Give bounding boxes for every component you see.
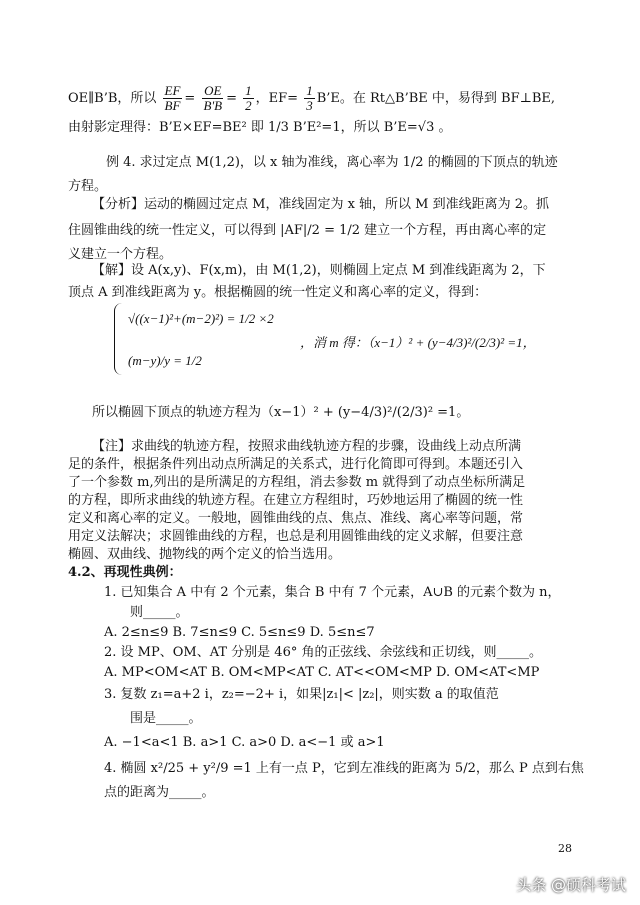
question-2-options: A. MP<OM<AT B. OM<MP<AT C. AT<<OM<MP D. OM<AT<MP — [104, 665, 540, 680]
question-3: 3. 复数 z₁=a+2 i，z₂=−2+ i，如果|z₁|< |z₂|，则实数 a 的取值范 — [104, 687, 499, 702]
equation-system-brace — [114, 303, 125, 375]
text-line-7: 义建立一个方程。 — [68, 247, 173, 262]
text-line-20: 椭圆、双曲线、抛物线的两个定义的恰当选用。 — [68, 547, 342, 562]
text-line-15: 足的条件，根据条件列出动点所满足的关系式，进行化简即可得到。本题还引入 — [68, 457, 524, 472]
text-line-2: 由射影定理得：B’E×EF=BE² 即 1/3 B’E²=1，所以 B’E=√3 。 — [68, 120, 452, 135]
text-line-19: 用定义法解决；求圆锥曲线的方程，也总是利用圆锥曲线的定义求解，但要注意 — [68, 529, 524, 544]
text-line-14: 【注】求曲线的轨迹方程，按照求曲线轨迹方程的步骤，设曲线上动点所满 — [92, 439, 522, 454]
section-heading: 4.2、再现性典例： — [68, 565, 182, 580]
page-number: 28 — [558, 842, 572, 855]
equation-line-2: ，消 m 得：（x−1）² + (y−4/3)²/(2/3)² =1， — [300, 335, 536, 350]
question-2: 2. 设 MP、OM、AT 分别是 46° 角的正弦线、余弦线和正切线，则_____。 — [104, 645, 542, 660]
question-4: 4. 椭圆 x²/25 + y²/9 =1 上有一点 P，它到左准线的距离为 5/2，那么 P 点到右焦 — [104, 761, 584, 776]
text-line-4: 方程。 — [68, 179, 108, 194]
text-line-17: 的方程，即所求曲线的轨迹方程。在建立方程组时，巧妙地运用了椭圆的统一性 — [68, 493, 524, 508]
question-3-options: A. −1<a<1 B. a>1 C. a>0 D. a<−1 或 a>1 — [104, 735, 385, 750]
text-line-1: OE∥B’B，所以 $\frac{EF}{BF}$ = $\frac{OE}{B'B}$ = $\frac{1}{2}$ ，EF= $\frac{1}{3}$ B’E。在 Rt△B’BE 中，易得到 BF⊥BE, — [68, 83, 555, 113]
text-line-3: 例 4. 求过定点 M(1,2)，以 x 轴为准线，离心率为 1/2 的椭圆的下顶点的轨迹 — [106, 155, 558, 170]
equation-line-1: √((x−1)²+(m−2)²) = 1/2 ×2 — [128, 311, 274, 326]
text-line-16: 了一个参数 m,列出的是所满足的方程组，消去参数 m 就得到了动点坐标所满足 — [68, 475, 526, 490]
question-3-blank: 围是_____。 — [130, 711, 202, 726]
text-line-5: 【分析】运动的椭圆过定点 M，准线固定为 x 轴，所以 M 到准线距离为 2。抓 — [92, 197, 550, 212]
text-line-18: 定义和离心率的定义。一般地，圆锥曲线的点、焦点、准线、离心率等问题，常 — [68, 511, 524, 526]
question-1-blank: 则_____。 — [130, 605, 189, 620]
question-4-blank: 点的距离为_____。 — [104, 785, 215, 800]
text-line-6: 住圆锥曲线的统一性定义，可以得到 |AF|/2 = 1/2 建立一个方程，再由离心率的定 — [68, 223, 547, 238]
question-1: 1. 已知集合 A 中有 2 个元素，集合 B 中有 7 个元素，A∪B 的元素个数为 n， — [104, 585, 561, 600]
question-1-options: A. 2≤n≤9 B. 7≤n≤9 C. 5≤n≤9 D. 5≤n≤7 — [104, 625, 375, 640]
text-line-9: 顶点 A 到准线距离为 y。根据椭圆的统一性定义和离心率的定义，得到： — [68, 285, 488, 300]
text-line-8: 【解】设 A(x,y)、F(x,m)，由 M(1,2)，则椭圆上定点 M 到准线距离为 2，下 — [92, 263, 546, 278]
watermark: 头条 @硕科考试 — [516, 876, 626, 894]
text-line-13: 所以椭圆下顶点的轨迹方程为（x−1）² + (y−4/3)²/(2/3)² =1。 — [92, 405, 470, 420]
equation-line-3: (m−y)/y = 1/2 — [128, 353, 202, 368]
